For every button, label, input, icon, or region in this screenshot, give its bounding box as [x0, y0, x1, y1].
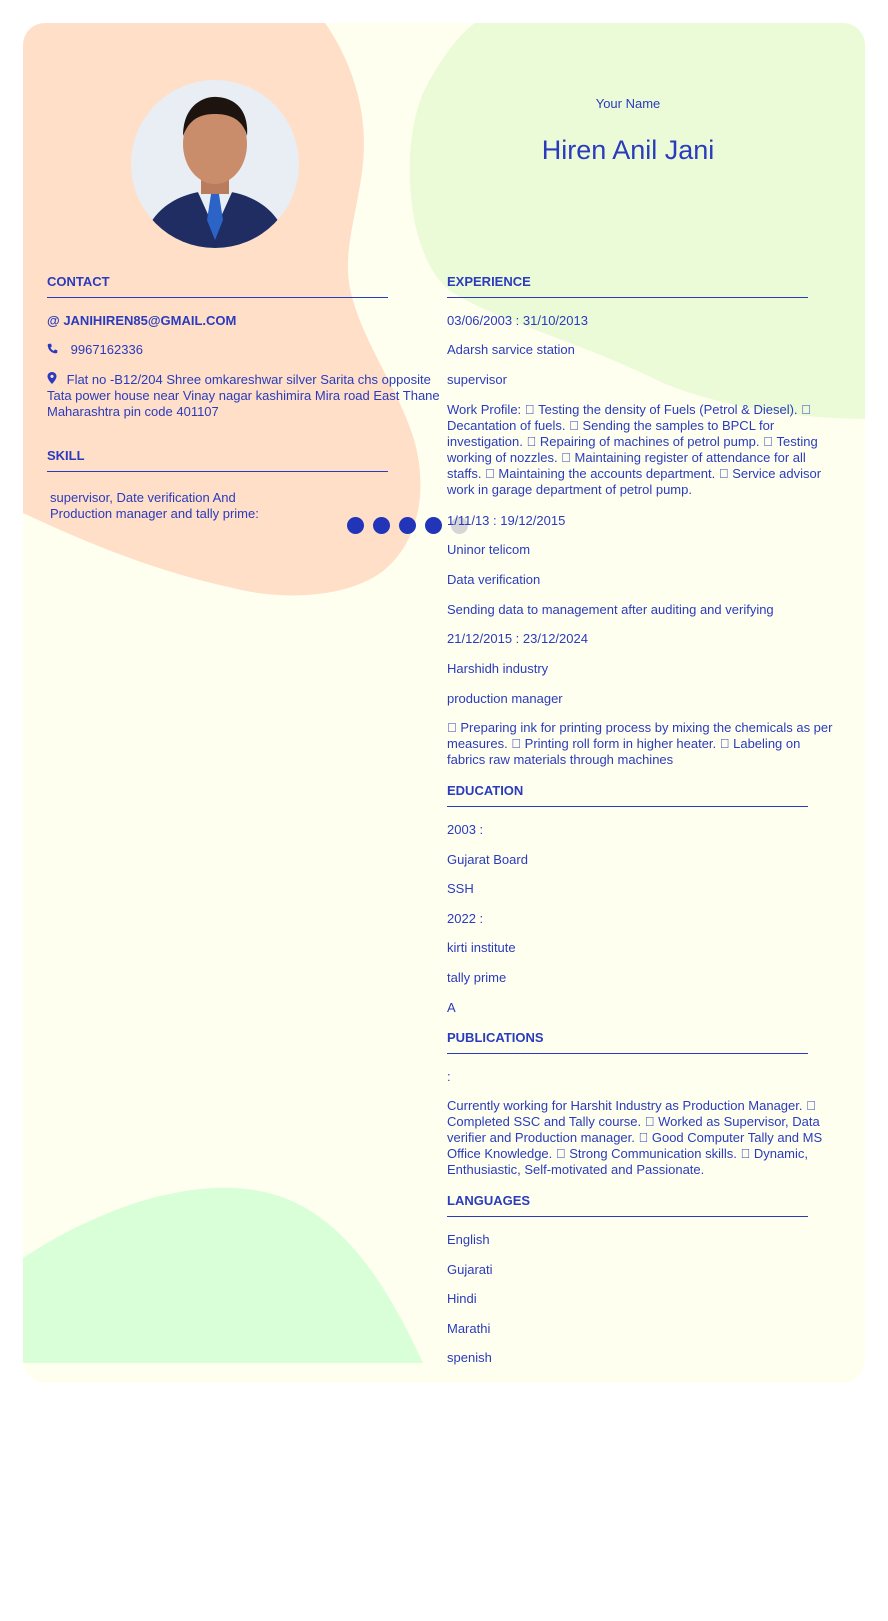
publications-heading: PUBLICATIONS — [447, 1030, 544, 1045]
experience-description: Work Profile: Testing the density of Fuels (Petrol & Diesel). Decantation of fuels. Sending the samples to BPCL for investigation. Repairing of machines of petrol pump. Testing working of nozzles. Maintaining register of attendance for all staffs. Maintaining the accounts department. Service advisor work in garage department of petrol pump. — [447, 402, 831, 497]
background-shapes — [23, 23, 865, 1383]
education-institute: Gujarat Board — [447, 852, 528, 867]
language-item: English — [447, 1232, 490, 1247]
phone-icon — [47, 342, 63, 358]
language-item: Gujarati — [447, 1262, 493, 1277]
experience-role: supervisor — [447, 372, 507, 387]
language-item: spenish — [447, 1350, 492, 1365]
publications-rule — [447, 1053, 808, 1054]
publication-title: : — [447, 1069, 451, 1084]
language-item: Hindi — [447, 1291, 477, 1306]
experience-company: Uninor telicom — [447, 542, 531, 557]
experience-heading: EXPERIENCE — [447, 274, 531, 289]
experience-description: Sending data to management after auditing and verifying — [447, 602, 774, 617]
address-text: Flat no -B12/204 Shree omkareshwar silver Sarita chs opposite Tata power house near Vinay nagar kashimira Mira road East Thane Maharashtra pin code 401107 — [47, 372, 440, 419]
name-label: Your Name — [595, 96, 661, 111]
phone-text: 9967162336 — [70, 342, 143, 357]
experience-dates: 03/06/2003 : 31/10/2013 — [447, 313, 588, 328]
experience-company: Harshidh industry — [447, 661, 549, 676]
email-text: JANIHIREN85@GMAIL.COM — [63, 313, 237, 328]
map-marker-icon — [47, 372, 63, 388]
green-blob-top — [410, 23, 865, 419]
experience-role: production manager — [447, 691, 563, 706]
resume-page — [23, 23, 865, 1383]
education-qualification: SSH — [447, 881, 474, 896]
education-qualification: tally prime — [447, 970, 507, 985]
experience-company: Adarsh sarvice station — [447, 342, 575, 357]
education-heading: EDUCATION — [447, 783, 524, 798]
education-rule — [447, 806, 808, 807]
experience-role: Data verification — [447, 572, 541, 587]
contact-email[interactable] — [47, 313, 236, 329]
profile-photo — [131, 80, 299, 248]
skill-heading: SKILL — [47, 448, 85, 463]
contact-heading: CONTACT — [47, 274, 110, 289]
rating-dot — [347, 517, 364, 534]
rating-dot — [425, 517, 442, 534]
experience-dates: 21/12/2015 : 23/12/2024 — [447, 631, 588, 646]
rating-dot — [373, 517, 390, 534]
experience-rule — [447, 297, 808, 298]
skill-rule — [47, 471, 388, 472]
education-year: 2022 : — [447, 911, 484, 926]
languages-rule — [447, 1216, 808, 1217]
contact-rule — [47, 297, 388, 298]
language-item: Marathi — [447, 1321, 491, 1336]
languages-heading: LANGUAGES — [447, 1193, 531, 1208]
experience-description: Preparing ink for printing process by mixing the chemicals as per measures. Printing roll form in higher heater. Labeling on fabrics raw materials through machines — [447, 720, 820, 767]
email-icon: @ — [47, 313, 60, 328]
education-grade: A — [447, 1000, 456, 1015]
experience-dates: 1/11/13 : 19/12/2015 — [447, 513, 566, 528]
education-year: 2003 : — [447, 822, 484, 837]
candidate-name: Hiren Anil Jani — [541, 135, 715, 165]
contact-address — [47, 372, 447, 420]
education-institute: kirti institute — [447, 940, 516, 955]
rating-dot — [399, 517, 416, 534]
publication-text: Currently working for Harshit Industry as Production Manager. Completed SSC and Tally course. Worked as Supervisor, Data verifier and Production manager. Good Computer Tally and MS Office Knowledge. Strong Communication skills. Dynamic, Enthusiastic, Self-motivated and Passionate. — [447, 1098, 809, 1177]
skill-text: supervisor, Date verification And Production manager and tally prime: — [50, 490, 259, 521]
contact-phone[interactable] — [47, 342, 143, 358]
green-blob-bottom — [23, 1188, 423, 1363]
